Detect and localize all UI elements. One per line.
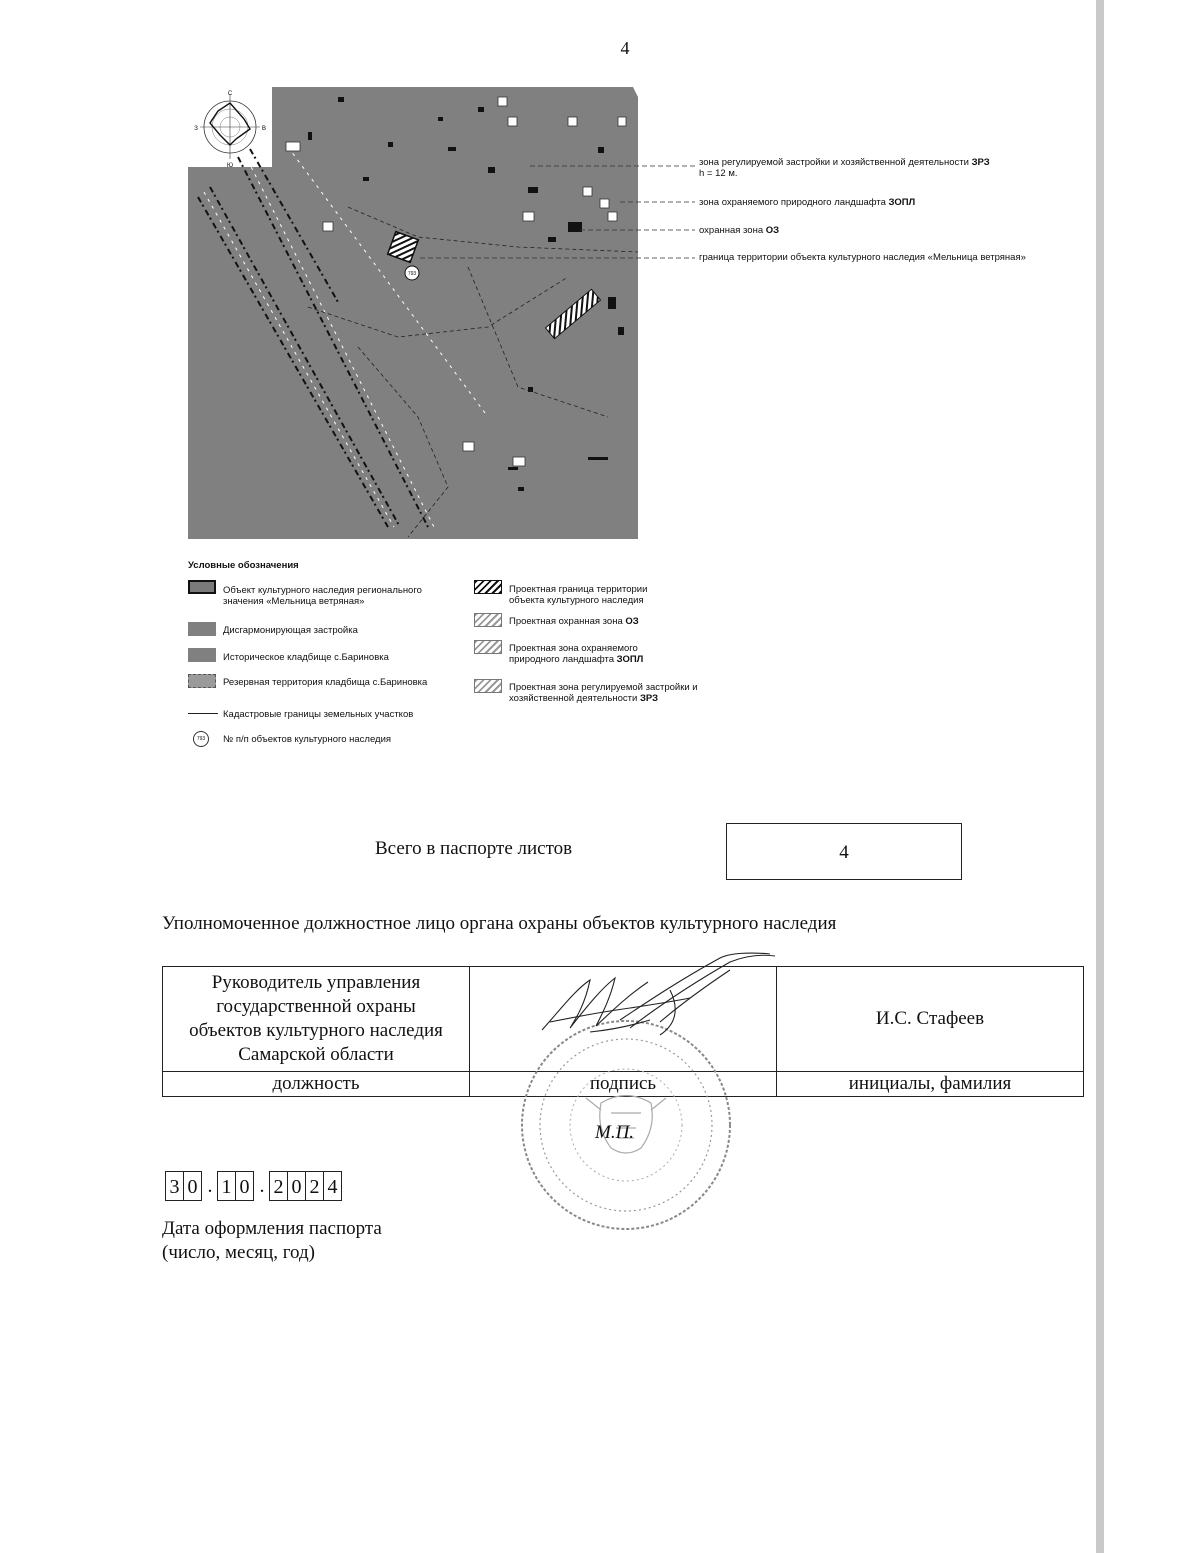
position-line: объектов культурного наследия xyxy=(189,1020,443,1041)
stamp-label: М.П. xyxy=(595,1122,635,1143)
position-line: Руководитель управления xyxy=(211,972,421,993)
dark-box-icon xyxy=(188,580,216,594)
callout-oz-text: охранная зона xyxy=(699,225,766,236)
callout-zrz xyxy=(699,157,990,179)
date-digit: 2 xyxy=(269,1171,288,1201)
handwritten-signature xyxy=(530,950,780,1045)
footer-position: должность xyxy=(163,1072,470,1097)
page-number: 4 xyxy=(620,38,630,58)
callout-zrz-code: ЗРЗ xyxy=(971,157,990,168)
hatch-bold-icon xyxy=(474,580,502,594)
legend-item-project-zrz xyxy=(509,682,729,704)
callout-zopl xyxy=(699,197,915,208)
svg-text:В: В xyxy=(261,126,267,132)
project-zopl-text: Проектная зона охраняемого природного ландшафта xyxy=(509,643,638,665)
map-graphic xyxy=(188,87,638,539)
date-caption-line: Дата оформления паспорта xyxy=(162,1218,382,1239)
legend-title: Условные обозначения xyxy=(188,560,299,571)
position-line: Самарской области xyxy=(238,1044,394,1065)
project-zrz-text: Проектная зона регулируемой застройки и хозяйственной деятельности xyxy=(509,682,698,704)
site-map xyxy=(188,87,638,539)
date-boxes xyxy=(166,1171,342,1201)
legend-item-project-zopl xyxy=(509,643,679,665)
date-digit: 0 xyxy=(287,1171,306,1201)
svg-text:Ю: Ю xyxy=(226,163,234,169)
callout-oz-code: ОЗ xyxy=(765,225,780,236)
position-cell xyxy=(163,967,470,1072)
hatch-light-icon xyxy=(474,640,502,654)
legend-item-numbering: № п/п объектов культурного наследия xyxy=(223,734,392,745)
sheets-count-box: 4 xyxy=(726,823,962,880)
project-oz-text: Проектная охранная зона xyxy=(509,616,626,627)
date-digit: 4 xyxy=(323,1171,342,1201)
legend-item-cemetery: Историческое кладбище с.Бариновка xyxy=(223,652,389,663)
circle-number-icon: 793 xyxy=(193,731,209,747)
callout-boundary-text: граница территории объекта культурного наследия «Мельница ветряная» xyxy=(699,252,1026,263)
project-oz-code: ОЗ xyxy=(625,616,639,627)
svg-text:С: С xyxy=(227,91,233,97)
footer-name: инициалы, фамилия xyxy=(777,1072,1084,1097)
legend-item-monument: Объект культурного наследия регионального значения «Мельница ветряная» xyxy=(223,585,422,607)
callout-oz xyxy=(699,225,779,236)
date-caption xyxy=(162,1217,382,1265)
legend-item-disharmonious: Дисгармонирующая застройка xyxy=(223,625,358,636)
date-digit: 2 xyxy=(305,1171,324,1201)
legend-item-reserve: Резервная территория кладбища с.Бариновка xyxy=(223,677,428,688)
svg-text:З: З xyxy=(194,126,198,132)
date-caption-line: (число, месяц, год) xyxy=(162,1242,316,1263)
legend-item-project-boundary: Проектная граница территории объекта культурного наследия xyxy=(509,584,648,606)
monument-marker-label: 793 xyxy=(407,271,417,277)
project-zopl-code: ЗОПЛ xyxy=(616,654,644,665)
footer-signature: подпись xyxy=(470,1072,777,1097)
date-separator: . xyxy=(259,1174,265,1197)
date-digit: 0 xyxy=(183,1171,202,1201)
date-digit: 0 xyxy=(235,1171,254,1201)
callout-boundary xyxy=(699,252,1026,263)
line-icon xyxy=(188,713,218,714)
project-zrz-code: ЗРЗ xyxy=(639,693,659,704)
callout-zrz-height: h = 12 м. xyxy=(699,168,738,179)
hatch-light-icon xyxy=(474,679,502,693)
page-edge xyxy=(1096,0,1104,1553)
callout-zopl-text: зона охраняемого природного ландшафта xyxy=(699,197,889,208)
official-heading: Уполномоченное должностное лицо органа охраны объектов культурного наследия xyxy=(162,913,837,934)
callout-zrz-text: зона регулируемой застройки и хозяйственной деятельности xyxy=(699,157,972,168)
sheets-label: Всего в паспорте листов xyxy=(375,838,573,859)
callout-zopl-code: ЗОПЛ xyxy=(888,197,916,208)
hatch-light-icon xyxy=(474,613,502,627)
legend-item-project-oz xyxy=(509,616,639,627)
reserve-box-icon xyxy=(188,674,216,688)
legend-item-cadastral: Кадастровые границы земельных участков xyxy=(223,709,414,720)
name-cell: И.С. Стафеев xyxy=(777,967,1084,1072)
position-line: государственной охраны xyxy=(216,996,416,1017)
date-digit: 3 xyxy=(165,1171,184,1201)
date-separator: . xyxy=(207,1174,213,1197)
gray-box-icon xyxy=(188,622,216,636)
date-digit: 1 xyxy=(217,1171,236,1201)
gray-box-icon xyxy=(188,648,216,662)
